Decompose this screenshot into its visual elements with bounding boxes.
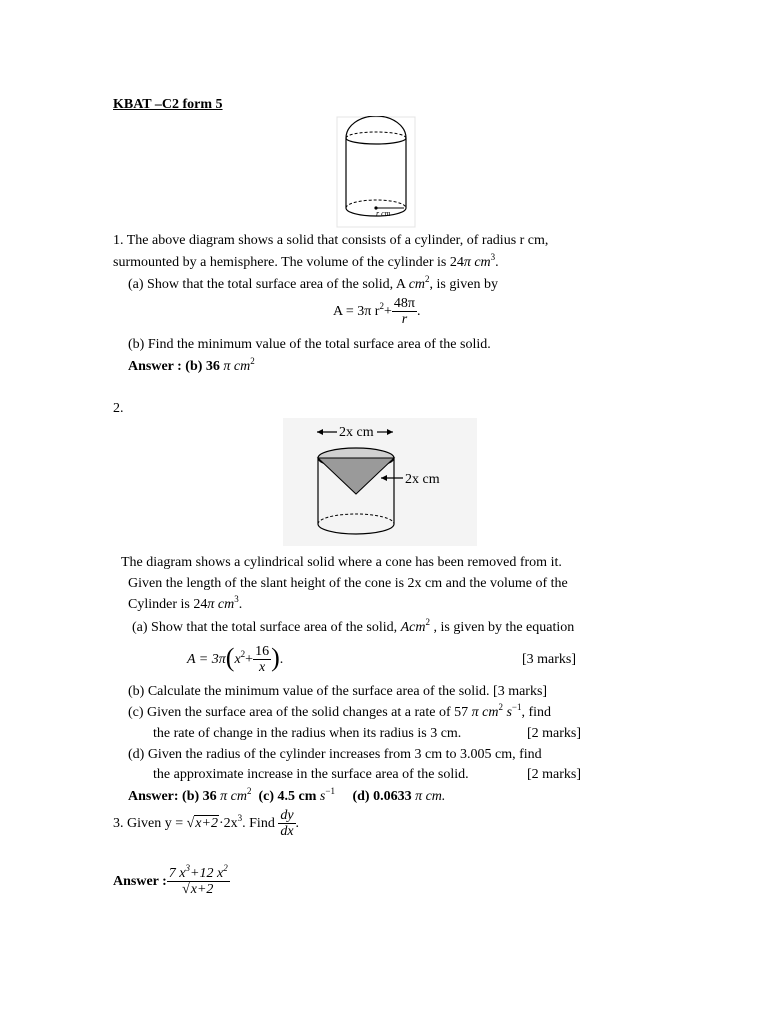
q2-part-d1: (d) Given the radius of the cylinder increases from 3 cm to 3.005 cm, find	[128, 747, 542, 762]
q2-a-marks: [3 marks]	[522, 652, 577, 667]
top-width-label: 2x cm	[339, 425, 374, 440]
q2-text2: Given the length of the slant height of the cone is 2x cm and the volume of the	[128, 576, 568, 591]
q2-text1: The diagram shows a cylindrical solid where a cone has been removed from it.	[121, 555, 562, 570]
page-title: KBAT –C2 form 5	[113, 97, 223, 112]
q1-part-b: (b) Find the minimum value of the total surface area of the solid.	[128, 337, 491, 352]
q2-equation: $A = 3\pi(x^2+$ $\frac{16}{x}$ ).	[187, 643, 284, 676]
q2-text3: Cylinder is 24π $cm^3$.	[128, 594, 243, 612]
q2-part-c1: (c) Given the surface area of the solid changes at a rate of 57 π $cm^2$ $s^{-1}$, find	[128, 702, 552, 720]
cylinder-hemisphere-diagram	[336, 116, 416, 228]
q1-formula: A = 3π $r^2+$ $\frac{48\pi}{r}$ .	[333, 296, 421, 328]
q2-c-marks: [2 marks]	[527, 726, 582, 741]
q2-part-b: (b) Calculate the minimum value of the surface area of the solid. [3 marks]	[128, 684, 548, 699]
q2-part-d2: the approximate increase in the surface area of the solid.	[153, 767, 469, 782]
q1-part-a: (a) Show that the total surface area of the solid, A $cm^2$, is given by	[128, 274, 498, 292]
q3-answer: Answer : $\frac{7 x^3+12 x^2}{√x+2}$	[113, 863, 228, 898]
q1-line2: surmounted by a hemisphere. The volume of the cylinder is 24π $cm^3$.	[113, 252, 499, 270]
q2-d-marks: [2 marks]	[527, 767, 582, 782]
q1-line1: 1. The above diagram shows a solid that consists of a cylinder, of radius r cm,	[113, 233, 549, 248]
q2-number: 2.	[113, 401, 124, 416]
q2-part-c2: the rate of change in the radius when its radius is 3 cm.	[153, 726, 462, 741]
cylinder-cone-removed-diagram	[283, 418, 477, 546]
q1-answer: Answer : (b) 36 π $cm^2$	[128, 356, 255, 374]
radius-label: r cm	[376, 209, 391, 218]
q3-question: 3. Given $y = √x+2\cdot 2x^3$. Find $\frac{dy}{dx}$ .	[113, 808, 300, 840]
slant-height-label: 2x cm	[405, 472, 440, 487]
q2-part-a: (a) Show that the total surface area of the solid, Acm$^2$ , is given by the equation	[132, 617, 575, 635]
q2-answer: Answer: (b) 36 π $cm^2$ (c) 4.5 cm $s^{-1}$ (d) 0.0633 π cm.	[128, 786, 446, 804]
